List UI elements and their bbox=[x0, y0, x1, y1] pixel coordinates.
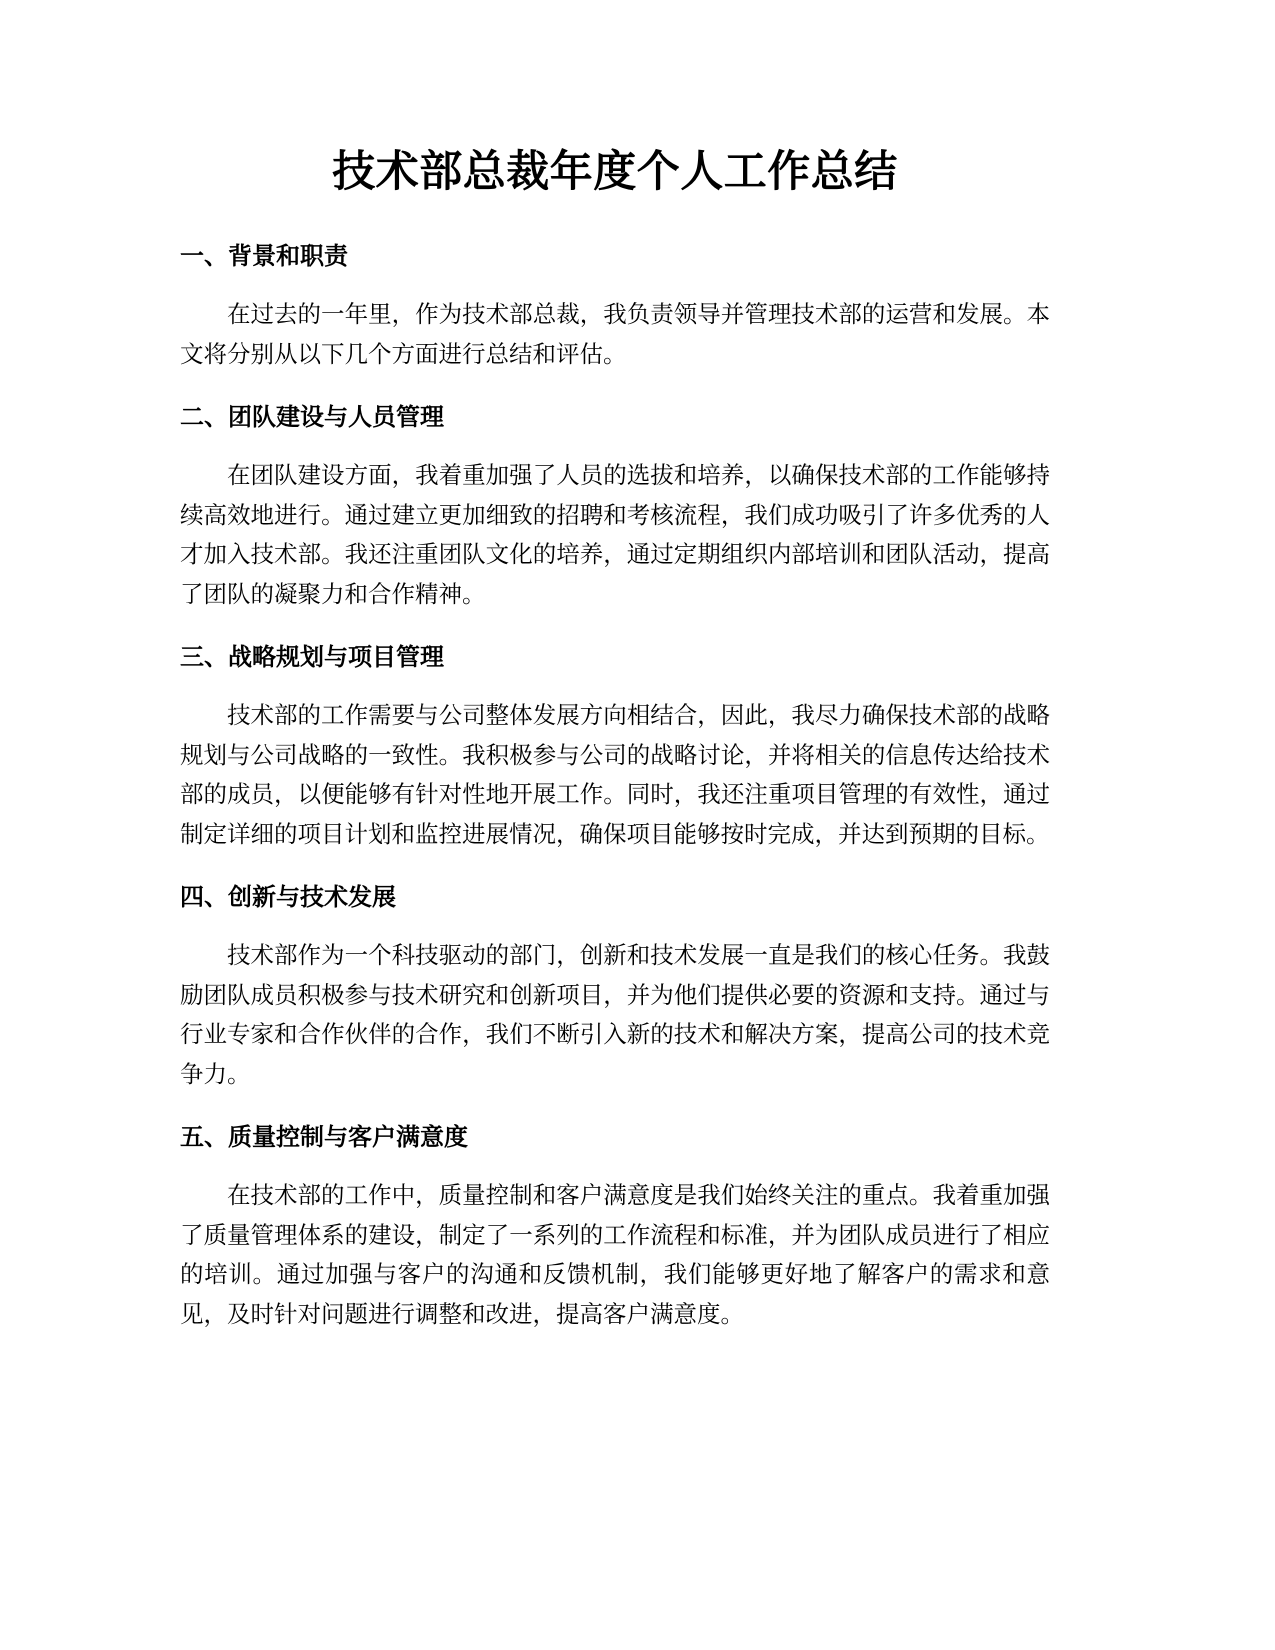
document-page bbox=[180, 140, 1050, 1359]
section-team-building bbox=[180, 399, 1050, 614]
section-paragraph: 在团队建设方面，我着重加强了人员的选拔和培养，以确保技术部的工作能够持续高效地进行。通过建立更加细致的招聘和考核流程，我们成功吸引了许多优秀的人才加入技术部。我还注重团队文化的培养，通过定期组织内部培训和团队活动，提高了团队的凝聚力和合作精神。 bbox=[180, 461, 1050, 608]
section-strategy bbox=[180, 639, 1050, 854]
section-background bbox=[180, 238, 1050, 374]
section-heading: 四、创新与技术发展 bbox=[180, 883, 396, 911]
section-paragraph: 在技术部的工作中，质量控制和客户满意度是我们始终关注的重点。我着重加强了质量管理体系的建设，制定了一系列的工作流程和标准，并为团队成员进行了相应的培训。通过加强与客户的沟通和反馈机制，我们能够更好地了解客户的需求和意见，及时针对问题进行调整和改进，提高客户满意度。 bbox=[180, 1181, 1050, 1328]
section-paragraph: 技术部作为一个科技驱动的部门，创新和技术发展一直是我们的核心任务。我鼓励团队成员积极参与技术研究和创新项目，并为他们提供必要的资源和支持。通过与行业专家和合作伙伴的合作，我们不断引入新的技术和解决方案，提高公司的技术竞争力。 bbox=[180, 941, 1050, 1088]
section-paragraph: 技术部的工作需要与公司整体发展方向相结合，因此，我尽力确保技术部的战略规划与公司战略的一致性。我积极参与公司的战略讨论，并将相关的信息传达给技术部的成员，以便能够有针对性地开展工作。同时，我还注重项目管理的有效性，通过制定详细的项目计划和监控进展情况，确保项目能够按时完成，并达到预期的目标。 bbox=[180, 701, 1050, 848]
section-heading: 一、背景和职责 bbox=[180, 242, 348, 270]
section-innovation bbox=[180, 879, 1050, 1094]
section-heading: 五、质量控制与客户满意度 bbox=[180, 1123, 468, 1151]
section-paragraph: 在过去的一年里，作为技术部总裁，我负责领导并管理技术部的运营和发展。本文将分别从以下几个方面进行总结和评估。 bbox=[180, 300, 1050, 368]
section-quality bbox=[180, 1119, 1050, 1334]
section-heading: 二、团队建设与人员管理 bbox=[180, 403, 444, 431]
document-title: 技术部总裁年度个人工作总结 bbox=[332, 147, 898, 197]
section-heading: 三、战略规划与项目管理 bbox=[180, 643, 444, 671]
